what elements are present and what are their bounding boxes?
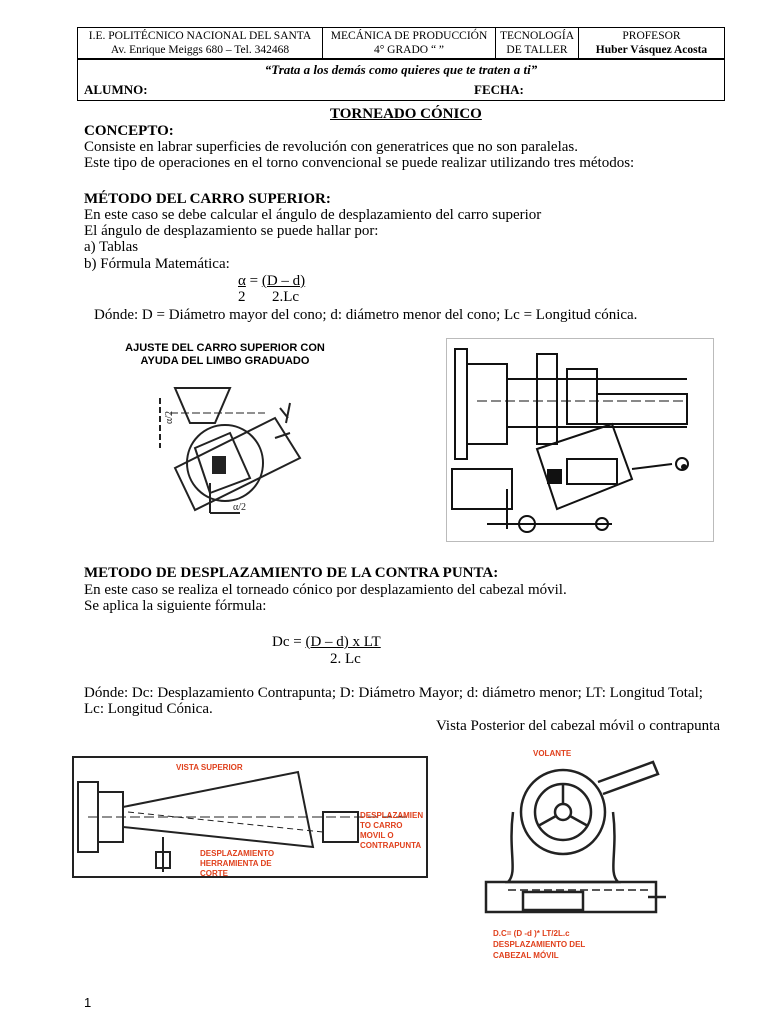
method1-formula bbox=[238, 273, 305, 290]
tailstock-offset-drawing bbox=[68, 752, 432, 882]
formula-den-rhs: 2.Lc bbox=[272, 289, 300, 305]
fig-label-bottom3: CORTE bbox=[200, 869, 228, 878]
figure-tailstock-offset bbox=[68, 752, 432, 882]
school-address: Av. Enrique Meiggs 680 – Tel. 342468 bbox=[110, 44, 290, 56]
concept-line2: Este tipo de operaciones en el torno convencional se puede realizar utilizando tres métodos: bbox=[84, 155, 635, 171]
student-label: ALUMNO: bbox=[84, 82, 148, 97]
fig-label-right1: DESPLAZAMIEN bbox=[360, 811, 424, 820]
concept-heading: CONCEPTO: bbox=[84, 123, 174, 139]
date-label: FECHA: bbox=[474, 82, 524, 97]
fig-label-right3: MOVIL O bbox=[360, 831, 394, 840]
method2-heading: METODO DE DESPLAZAMIENTO DE LA CONTRA PUNTA: bbox=[84, 565, 499, 581]
figure-title-line1: AJUSTE DEL CARRO SUPERIOR CON bbox=[125, 342, 325, 354]
motto-box bbox=[77, 58, 725, 101]
method2-line1: En este caso se realiza el torneado cónico por desplazamiento del cabezal móvil. bbox=[84, 582, 567, 598]
method2-caption-right: Vista Posterior del cabezal móvil o contrapunta bbox=[436, 718, 721, 734]
svg-text:α/2: α/2 bbox=[233, 502, 247, 513]
figure-title-line2: AYUDA DEL LIMBO GRADUADO bbox=[140, 355, 310, 367]
method1-line1: En este caso se debe calcular el ángulo de desplazamiento del carro superior bbox=[84, 207, 542, 223]
figure-lathe-compound bbox=[446, 338, 714, 542]
fig-label-bottom1: DESPLAZAMIENTO DEL bbox=[493, 940, 586, 949]
header-table bbox=[77, 27, 725, 59]
method1-item-a: a) Tablas bbox=[84, 239, 139, 255]
fig-label-bottom2: CABEZAL MÓVIL bbox=[493, 951, 559, 960]
method2-where1: Dónde: Dc: Desplazamiento Contrapunta; D: Diámetro Mayor; d: diámetro menor; LT: Longitud Total; bbox=[84, 685, 703, 701]
formula-numerator: (D – d) bbox=[261, 273, 306, 289]
method2-formula-denominator: 2. Lc bbox=[330, 651, 361, 667]
method2-line2: Se aplica la siguiente fórmula: bbox=[84, 598, 267, 614]
teacher-label: PROFESOR bbox=[622, 30, 681, 42]
area-cell bbox=[496, 28, 579, 59]
method2-where2: Lc: Longitud Cónica. bbox=[84, 701, 213, 717]
method1-item-b: b) Fórmula Matemática: bbox=[84, 256, 230, 272]
course-cell bbox=[323, 28, 496, 59]
page-title: TORNEADO CÓNICO bbox=[330, 106, 482, 122]
fig-label-top: VISTA SUPERIOR bbox=[176, 763, 243, 772]
fig-label-right4: CONTRAPUNTA bbox=[360, 841, 422, 850]
figure-carro-superior bbox=[100, 338, 400, 538]
figure-tailstock-rear-view bbox=[478, 742, 698, 970]
method2-formula-numerator: (D – d) x LT bbox=[305, 634, 381, 650]
method1-where: Dónde: D = Diámetro mayor del cono; d: diámetro menor del cono; Lc = Longitud cónica. bbox=[94, 307, 638, 323]
formula-den-lhs: 2 bbox=[238, 289, 246, 305]
course-name: MECÁNICA DE PRODUCCIÓN bbox=[330, 30, 488, 42]
school-cell bbox=[78, 28, 323, 59]
area-line2: DE TALLER bbox=[506, 44, 568, 56]
method2-formula bbox=[272, 634, 381, 651]
formula-eq: = bbox=[245, 273, 262, 289]
method1-heading: MÉTODO DEL CARRO SUPERIOR: bbox=[84, 191, 331, 207]
page-number: 1 bbox=[84, 995, 92, 1010]
fig-label-bottom1: DESPLAZAMIENTO bbox=[200, 849, 275, 858]
teacher-cell bbox=[579, 28, 725, 59]
fig-label-formula: D.C= (D -d )* LT/2L.c bbox=[493, 929, 570, 938]
school-name: I.E. POLITÉCNICO NACIONAL DEL SANTA bbox=[88, 30, 312, 42]
fig-label-bottom2: HERRAMIENTA DE bbox=[200, 859, 272, 868]
concept-line1: Consiste en labrar superficies de revolución con generatrices que no son paralelas. bbox=[84, 139, 578, 155]
compound-rest-drawing bbox=[100, 338, 400, 538]
area-line1: TECNOLOGÍA bbox=[499, 30, 575, 42]
fig-label-right2: TO CARRO bbox=[360, 821, 403, 830]
motto: “Trata a los demás como quieres que te traten a ti” bbox=[264, 62, 538, 77]
formula-alpha: α bbox=[238, 273, 246, 289]
method2-formula-lhs: Dc = bbox=[272, 634, 306, 650]
lathe-compound-drawing bbox=[447, 339, 713, 541]
tailstock-rear-drawing bbox=[478, 742, 698, 970]
grade: 4° GRADO “ ” bbox=[373, 44, 445, 56]
svg-text:α/2: α/2 bbox=[164, 410, 175, 424]
method1-line2: El ángulo de desplazamiento se puede hallar por: bbox=[84, 223, 379, 239]
teacher-name: Huber Vásquez Acosta bbox=[595, 44, 708, 56]
fig-label-volante: VOLANTE bbox=[533, 749, 572, 758]
